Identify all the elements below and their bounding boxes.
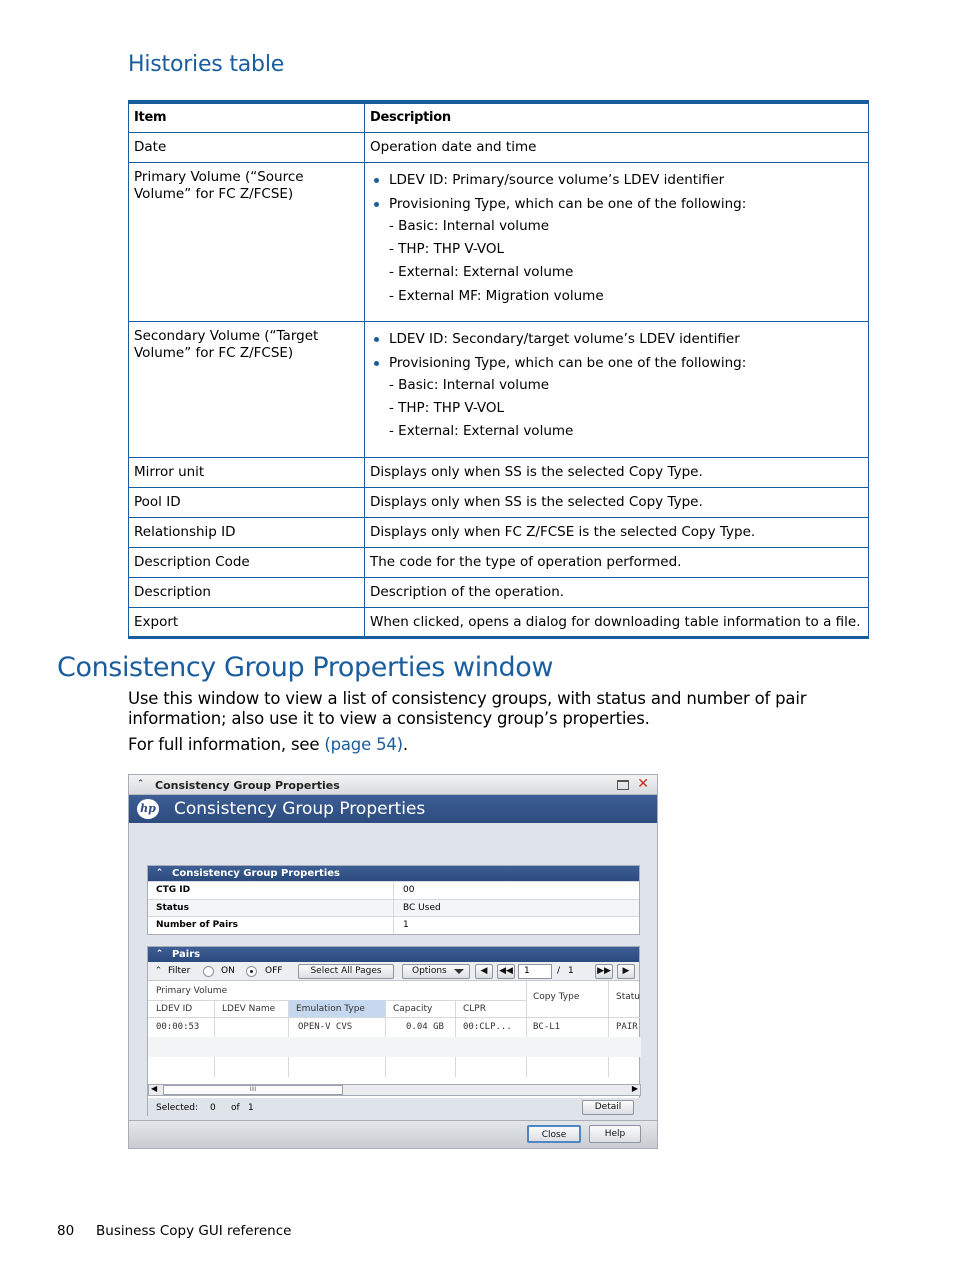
section-intro: Use this window to view a list of consistency groups, with status and number of pair information; also use it to view a consistency group’s properties. [128,689,807,728]
pairs-toolbar [148,962,639,981]
col-header[interactable]: LDEV Name [222,1004,276,1014]
desc-cell: Operation date and time [365,132,869,162]
sub-item: - External: External volume [389,423,574,440]
col-header[interactable]: LDEV ID [156,1004,193,1014]
property-value: BC Used [403,902,441,913]
cg-properties-screenshot [128,774,658,1149]
cell-ldev-id: 00:00:53 [156,1022,200,1032]
pairs-status-bar [148,1098,641,1116]
col-description: Description [365,102,869,132]
empty-row [148,1037,641,1057]
item-cell: Relationship ID [129,517,365,547]
item-cell: Secondary Volume (“Target Volume” for FC Z/FCSE) [129,321,365,457]
pairs-grid [148,981,639,1081]
item-cell: Mirror unit [129,457,365,487]
page-separator: / [557,966,561,976]
item-cell: Description Code [129,547,365,577]
col-header[interactable]: Emulation Type [296,1004,365,1014]
desc-cell: Displays only when FC Z/FCSE is the selected Copy Type. [365,517,869,547]
page-number-input[interactable]: 1 [518,964,552,979]
desc-cell: Displays only when SS is the selected Copy Type. [365,487,869,517]
filter-collapse-icon[interactable]: ⌃ [154,966,163,976]
scroll-thumb[interactable]: IIII [163,1085,343,1095]
close-icon[interactable]: ✕ [637,776,649,792]
col-item: Item [129,102,365,132]
property-key: CTG ID [156,885,191,895]
item-cell: Primary Volume (“Source Volume” for FC Z/FCSE) [129,162,365,321]
scroll-right-icon[interactable]: ▶ [631,1084,638,1093]
options-label: Options [412,966,447,976]
filter-on-label: ON [221,966,235,976]
table-row [129,487,869,517]
first-page-icon[interactable]: ◀ [475,964,493,979]
sub-item: - THP: THP V-VOL [389,240,505,257]
property-row [148,881,639,899]
table-row [129,577,869,607]
banner-title: Consistency Group Properties [174,799,426,819]
table-row [129,321,869,457]
of-label: of [231,1103,240,1113]
collapse-icon[interactable]: ⌃ [155,868,164,878]
filter-on-radio[interactable] [203,966,214,977]
sub-item: - Basic: Internal volume [389,217,550,234]
window-banner [129,795,657,823]
page-number: 80 [57,1223,75,1239]
window-footer [129,1120,657,1148]
close-button[interactable]: Close [527,1125,581,1143]
desc-cell: Displays only when SS is the selected Copy Type. [365,457,869,487]
cell-copy-type: BC-L1 [533,1022,561,1032]
cell-status: PAIR [616,1022,638,1032]
more-suffix: . [402,735,408,754]
list-item: Provisioning Type, which can be one of the following: [370,355,863,372]
table-row [129,132,869,162]
properties-panel-header [148,866,639,881]
desc-cell: Description of the operation. [365,577,869,607]
help-button[interactable]: Help [589,1125,641,1143]
chevron-down-icon [454,969,464,974]
properties-panel-title: Consistency Group Properties [172,868,340,879]
window-titlebar [129,775,657,795]
desc-cell [365,321,869,457]
filter-label: Filter [168,966,191,976]
collapse-icon[interactable]: ⌃ [136,779,145,789]
property-value: 1 [403,920,409,930]
sub-item: - External: External volume [389,264,574,281]
table-row [129,162,869,321]
selected-count: 0 [210,1103,216,1113]
last-page-icon[interactable]: ▶ [617,964,635,979]
window-title: Consistency Group Properties [155,779,340,792]
property-value: 00 [403,885,415,895]
maximize-icon[interactable] [617,780,629,790]
histories-heading: Histories table [128,52,285,77]
col-header[interactable]: Copy Type [533,992,580,1002]
item-cell: Date [129,132,365,162]
table-row [129,457,869,487]
table-row [129,607,869,637]
detail-button[interactable]: Detail [582,1100,634,1115]
pairs-panel-title: Pairs [172,949,201,960]
section-heading: Consistency Group Properties window [57,652,554,683]
sub-item: - Basic: Internal volume [389,376,550,393]
total-count: 1 [248,1103,254,1113]
section-more [128,735,868,755]
footer-title: Business Copy GUI reference [96,1223,292,1239]
item-cell: Description [129,577,365,607]
list-item: Provisioning Type, which can be one of the following: [370,196,863,213]
table-row [129,547,869,577]
select-all-pages-button[interactable]: Select All Pages [298,964,394,979]
options-button[interactable] [402,964,470,979]
desc-cell: The code for the type of operation performed. [365,547,869,577]
table-row [129,517,869,547]
horizontal-scrollbar[interactable] [148,1084,641,1096]
page-link[interactable]: (page 54) [324,735,403,754]
filter-off-radio[interactable] [246,966,257,977]
selected-label: Selected: [156,1103,199,1113]
scroll-left-icon[interactable]: ◀ [151,1084,158,1093]
property-key: Status [156,902,189,913]
list-item: LDEV ID: Primary/source volume’s LDEV identifier [370,172,863,189]
desc-cell: When clicked, opens a dialog for downloading table information to a file. [365,607,869,637]
property-row [148,899,639,917]
cell-clpr: 00:CLP... [463,1022,512,1032]
next-page-icon[interactable]: ▶▶ [595,964,613,979]
cell-emulation-type: OPEN-V CVS [298,1022,353,1032]
sub-item: - External MF: Migration volume [389,287,604,304]
col-header[interactable]: Capacity [393,1004,433,1014]
property-key: Number of Pairs [156,920,238,930]
col-header[interactable]: Statu [616,992,640,1002]
cell-capacity: 0.04 GB [406,1022,444,1032]
table-row[interactable] [148,1018,641,1037]
filter-off-label: OFF [265,966,283,976]
item-cell: Pool ID [129,487,365,517]
hp-logo-icon: hp [137,799,159,819]
desc-cell [365,162,869,321]
pairs-panel-header [148,947,639,962]
pairs-panel [147,946,640,1116]
sub-item: - THP: THP V-VOL [389,399,505,416]
col-header[interactable]: CLPR [463,1004,486,1014]
page-total: 1 [568,966,574,976]
list-item: LDEV ID: Secondary/target volume’s LDEV identifier [370,331,863,348]
properties-panel [147,865,640,935]
prev-page-icon[interactable]: ◀◀ [497,964,515,979]
collapse-icon[interactable]: ⌃ [155,949,164,959]
more-prefix: For full information, see [128,735,325,754]
group-header-primary-volume: Primary Volume [156,986,228,996]
property-row [148,916,639,934]
histories-table [128,100,869,639]
item-cell: Export [129,607,365,637]
